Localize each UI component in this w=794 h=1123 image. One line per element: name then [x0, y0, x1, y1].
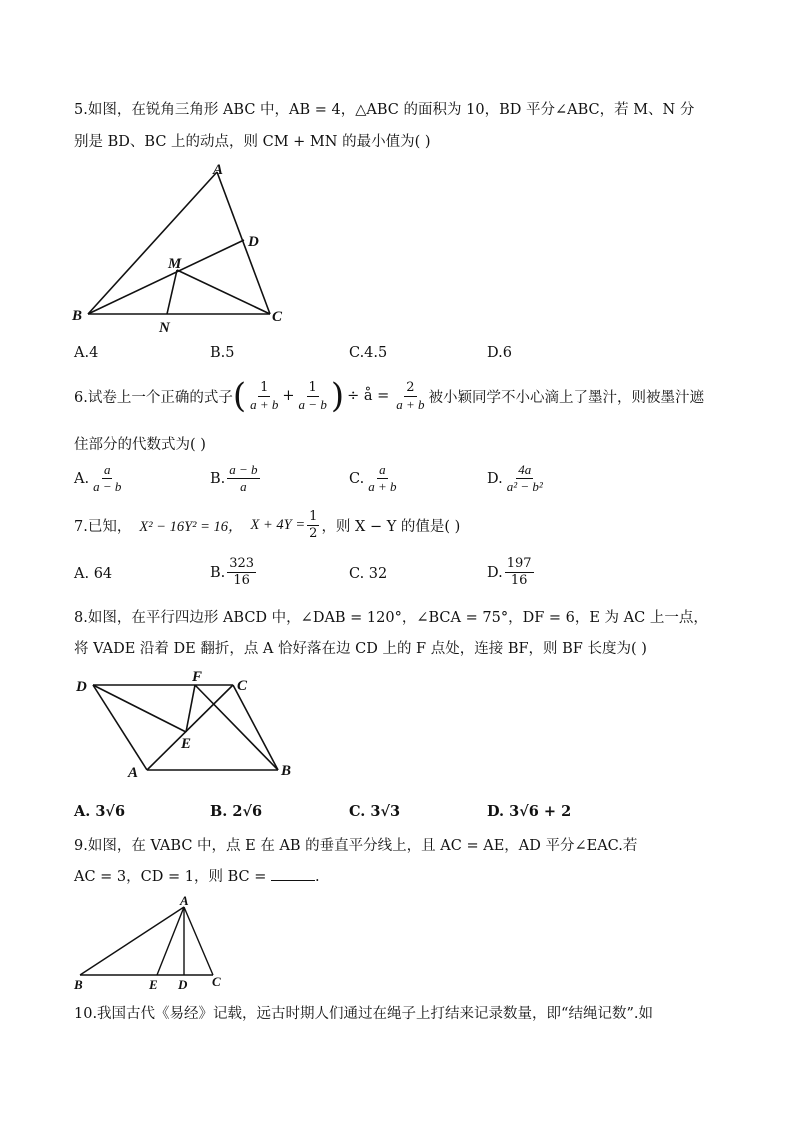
q9-label-c: C	[212, 974, 221, 989]
q5-option-c: C.4.5	[349, 345, 388, 361]
q6-result-fraction: $\frac{2}{a + b}$	[396, 379, 425, 412]
q7-option-d: D. $\frac{197}{16}$	[487, 556, 532, 588]
q5-label-m: M	[168, 256, 182, 272]
q6-fraction-2: $\frac{1}{a - b}$	[298, 379, 327, 412]
q8-line2: 将 VADE 沿着 DE 翻折，点 A 恰好落在边 CD 上的 F 点处，连接 BF，则 BF 长度为( )	[74, 641, 647, 657]
q5-line1: 5.如图，在锐角三角形 ABC 中，AB = 4，△ABC 的面积为 10，BD 平分∠ABC，若 M、N 分	[74, 102, 695, 118]
q7-equation-2: X + 4Y =	[250, 516, 306, 533]
q5-option-a: A.4	[74, 345, 99, 361]
q9-line2: AC = 3，CD = 1，则 BC = .	[74, 869, 320, 885]
q10-line1: 10.我国古代《易经》记载，远古时期人们通过在绳子上打结来记录数量，即“结绳记数”.如	[74, 1006, 653, 1022]
q8-option-b: B. 2√6	[210, 803, 263, 820]
q6-right-paren: )	[330, 376, 345, 416]
q6-line1	[74, 376, 704, 416]
q8-option-d: D. 3√6 + 2	[487, 803, 572, 820]
q5-label-c: C	[272, 309, 283, 325]
q8-option-a: A. 3√6	[74, 803, 126, 820]
q5-option-d: D.6	[487, 345, 512, 361]
q8-line1: 8.如图，在平行四边形 ABCD 中，∠DAB = 120°，∠BCA = 75°，DF = 6，E 为 AC 上一点，	[74, 610, 708, 626]
q9-label-b: B	[74, 977, 83, 992]
q8-label-b: B	[281, 763, 292, 779]
q6-plus: +	[282, 388, 295, 404]
q8-label-d: D	[76, 679, 87, 695]
q8-label-c: C	[237, 678, 248, 694]
q5-label-a: A	[213, 162, 224, 178]
q7-option-c: C. 32	[349, 566, 388, 582]
q7-equation-1: X² − 16Y² = 16，	[139, 518, 243, 535]
q7-option-b: B. $\frac{323}{16}$	[210, 556, 255, 588]
q8-option-c: C. 3√3	[349, 803, 401, 820]
q6-prefix: 6.试卷上一个正确的式子	[74, 389, 233, 406]
q8-label-f: F	[192, 669, 203, 685]
q8-label-e: E	[181, 736, 192, 752]
q9-figure	[70, 893, 240, 993]
q5-figure	[70, 160, 300, 340]
q5-label-d: D	[248, 234, 259, 250]
q5-option-b: B.5	[210, 345, 235, 361]
q7-line1: 7.已知， X² − 16Y² = 16， X + 4Y = $\frac{1}{2}$ ，则 X − Y 的值是( )	[74, 508, 461, 541]
q6-left-paren: (	[232, 376, 247, 416]
q8-label-a: A	[128, 765, 139, 781]
q5-label-b: B	[72, 308, 83, 324]
q9-label-e: E	[149, 977, 158, 992]
q7-fraction: $\frac{1}{2}$	[309, 508, 318, 541]
q8-figure	[70, 665, 310, 785]
q6-operator: ÷ å =	[347, 388, 390, 404]
q9-label-a: A	[180, 893, 189, 908]
q9-label-d: D	[178, 977, 188, 992]
q7-option-a: A. 64	[74, 566, 113, 582]
q9-line1: 9.如图，在 VABC 中，点 E 在 AB 的垂直平分线上，且 AC = AE，AD 平分∠EAC.若	[74, 838, 638, 854]
q5-label-n: N	[159, 320, 170, 336]
q6-suffix: 被小颖同学不小心滴上了墨汁，则被墨汁遮	[428, 389, 705, 406]
q9-answer-blank[interactable]	[271, 868, 315, 881]
q6-option-a: A. $\frac{a}{a - b}$	[74, 462, 122, 494]
q6-option-c: C. $\frac{a}{a + b}$	[349, 462, 397, 494]
q6-option-b: B. $\frac{a - b}{a}$	[210, 462, 258, 494]
q5-line2: 别是 BD、BC 上的动点，则 CM + MN 的最小值为( )	[74, 134, 431, 150]
q6-option-d: D. $\frac{4a}{\text{a² − b²}}$	[487, 462, 543, 494]
q6-fraction-1: $\frac{1}{a + b}$	[250, 379, 279, 412]
q6-line2: 住部分的代数式为( )	[74, 437, 206, 453]
